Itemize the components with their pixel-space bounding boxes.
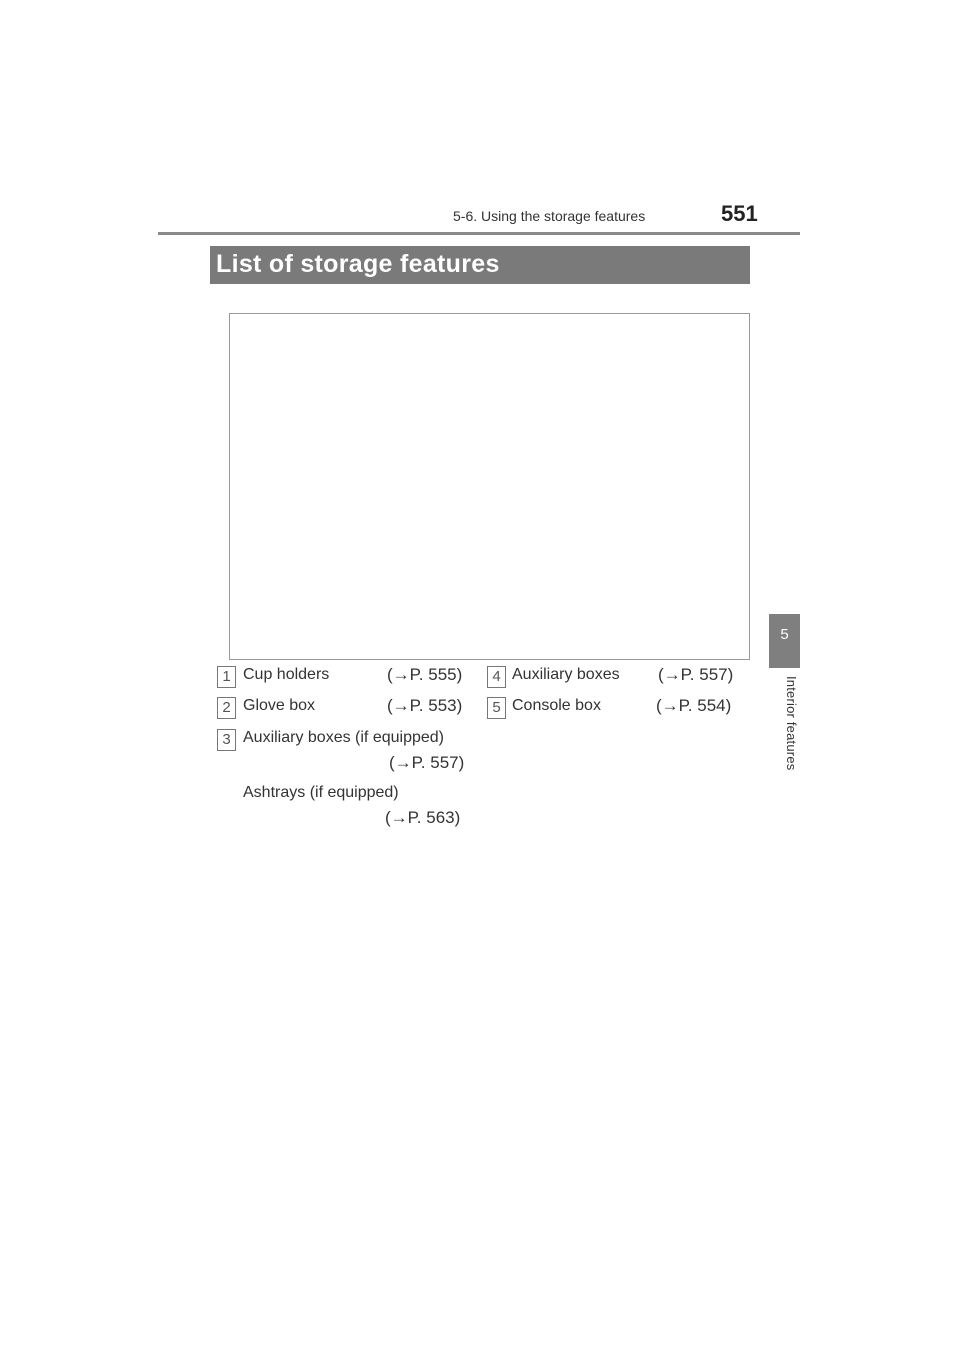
item-page-ref[interactable]: (→P. 554) [656,696,732,715]
item-number-badge: 5 [487,697,506,719]
item-page-ref[interactable]: (→P. 555) [387,665,463,684]
header-rule [158,232,800,235]
item-label: Auxiliary boxes (if equipped) [243,729,444,746]
item-label: Glove box [243,697,316,714]
item-number-badge: 4 [487,666,506,688]
item-label: Cup holders [243,666,330,683]
item-page-ref[interactable]: (→P. 553) [387,696,463,715]
item-page-ref[interactable]: (→P. 557) [658,665,734,684]
page-header-section: 5-6. Using the storage features [453,208,646,224]
item-number-badge: 2 [217,697,236,719]
chapter-rule [769,666,800,668]
item-number-badge: 3 [217,729,236,751]
item-number-badge: 1 [217,666,236,688]
page-number: 551 [721,201,758,226]
chapter-label: Interior features [784,676,799,771]
illustration-frame [229,313,750,660]
section-title-bar [210,246,750,284]
item-label: Ashtrays (if equipped) [243,784,399,801]
chapter-number: 5 [780,626,789,643]
item-label: Auxiliary boxes [512,666,620,683]
section-title: List of storage features [216,250,500,278]
item-page-ref[interactable]: (→P. 563) [385,808,461,827]
item-label: Console box [512,697,601,714]
item-page-ref[interactable]: (→P. 557) [389,753,465,772]
